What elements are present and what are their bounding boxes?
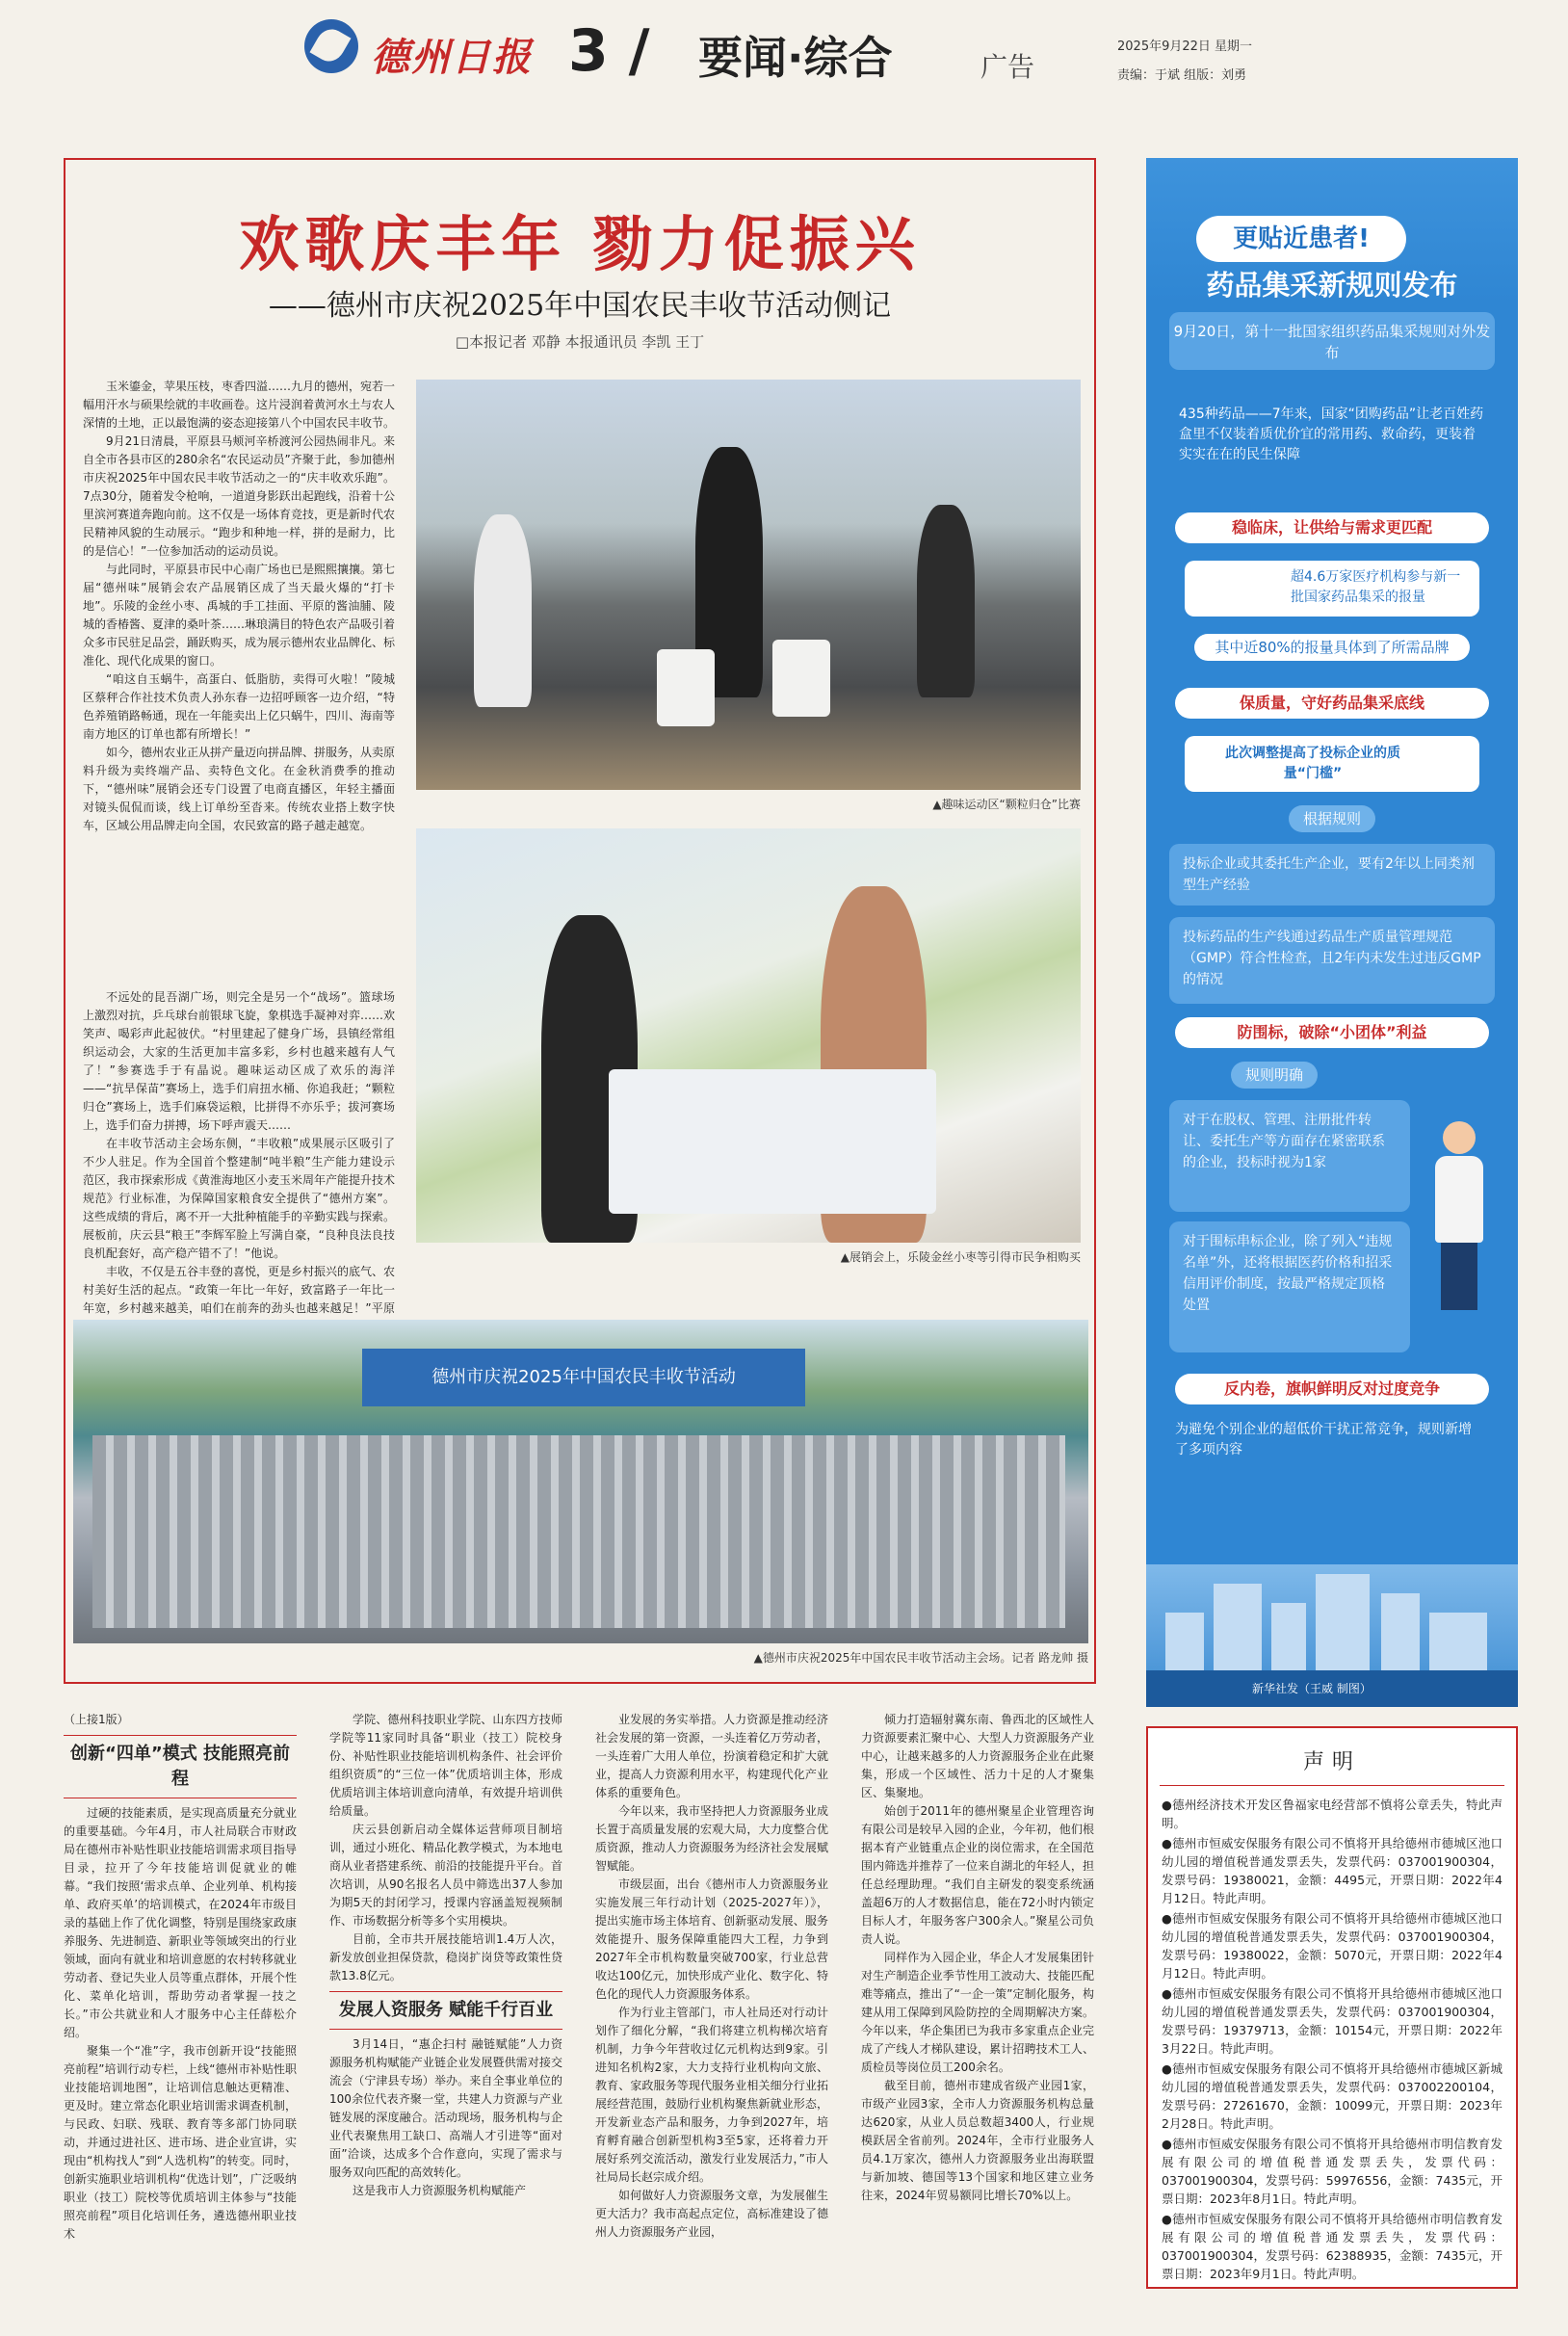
infographic-text: 为避免个别企业的超低价干扰正常竞争，规则新增了多项内容 xyxy=(1175,1422,1472,1457)
notice-list xyxy=(1148,1786,1516,2295)
infographic-credit: 新华社发（王威 制图） xyxy=(1146,1670,1518,1707)
notice-item: ●德州市恒威安保服务有限公司不慎将开具给德州市明信教育发展有限公司的增值税普通发票丢失，发票代码：037001900304，发票号码：62388935，金额：7435元，开票日期：2023年9月1日。特此声明。 xyxy=(1162,2212,1503,2281)
paragraph: 与此同时，平原县市民中心南广场也已是熙熙攘攘。第七届“德州味”展销会农产品展销区成了当天最火爆的“打卡地”。乐陵的金丝小枣、禹城的手工挂面、平原的酱油脯、陵城的香椿酱、夏津的桑叶茶……琳琅满目的特色农产品吸引着众多市民驻足品尝，踊跃购买，成为展示德州农业品牌化、标准化、现代化成果的窗口。 xyxy=(83,563,395,668)
page-header xyxy=(0,0,1568,92)
article-column-1 xyxy=(83,378,395,992)
paragraph: 同样作为入园企业，华企人才发展集团针对生产制造企业季节性用工波动大、技能匹配难等痛点，推出了“一企一策”定制化服务，构建从用工保障到风险防控的全周期解决方案。今年以来，华企集团已为我市多家重点企业完成了产线人才梯队建设，累计招聘技术工人、质检员等岗位员工200余名。 xyxy=(861,1951,1094,2074)
continued-marker: （上接1版） xyxy=(64,1713,129,1726)
info-box: 对于在股权、管理、注册批件转让、委托生产等方面存在紧密联系的企业，投标时视为1家 xyxy=(1169,1100,1410,1212)
photo-sack xyxy=(772,640,830,717)
notice-item: ●德州市恒威安保服务有限公司不慎将开具给德州市德城区池口幼儿园的增值税普通发票丢失，发票代码：037001900304，发票号码：19380022，金额：5070元，开票日期：2022年4月12日。特此声明。 xyxy=(1162,1911,1503,1981)
paragraph: 3月14日，“惠企扫村 融链赋能”人力资源服务机构赋能产业链企业发展暨供需对接交流会（宁津县专场）举办。来自全事业单位的100余位代表齐聚一堂，共建人力资源与产业链发展的深度融合。活动现场，服务机构与企业代表聚焦用工缺口、高端人才引进等“面对面”洽谈，达成多个合作意向，实现了需求与服务双向匹配的高效转化。 xyxy=(329,2037,562,2179)
paragraph: 倾力打造辐射冀东南、鲁西北的区域性人力资源要素汇聚中心、大型人力资源服务产业中心，让越来越多的人力资源服务企业在此聚集，形成一个区域性、活力十足的人才聚集区、集聚地。 xyxy=(861,1713,1094,1799)
photo-main-venue xyxy=(73,1320,1088,1643)
paragraph: 今年以来，我市坚持把人力资源服务业成长置于高质量发展的宏观大局，大力度整合优质资源，推动人力资源服务为经济社会发展赋智赋能。 xyxy=(595,1804,828,1873)
notice-item: ●德州经济技术开发区鲁福家电经营部不慎将公章丢失，特此声明。 xyxy=(1162,1798,1503,1830)
section-title: 防围标，破除“小团体”利益 xyxy=(1175,1017,1489,1048)
editor-credits: 责编：于斌 组版：刘勇 xyxy=(1117,68,1247,83)
photo-caption: ▲展销会上，乐陵金丝小枣等引得市民争相购买 xyxy=(840,1250,1081,1264)
info-pill: 根据规则 xyxy=(1289,805,1375,832)
date-info xyxy=(1117,33,1252,91)
bottom-column-2 xyxy=(329,1711,562,2287)
newspaper-logo-icon xyxy=(304,19,358,73)
paragraph: 这是我市人力资源服务机构赋能产 xyxy=(353,2184,527,2197)
paragraph: 如何做好人力资源服务文章，为发展催生更大活力？我市高起点定位，高标准建设了德州人力资源服务产业园， xyxy=(595,2189,828,2239)
continued-article xyxy=(64,1711,1117,2289)
paragraph: 不远处的昆吾湖广场，则完全是另一个“战场”。篮球场上激烈对抗，乒乓球台前银球飞旋，象棋选手凝神对弈……欢笑声、喝彩声此起彼伏。“村里建起了健身广场，县镇经常组织运动会，大家的生活更加丰富多彩，乡村也越来越有人气了！”参赛选手于有晶说。趣味运动区成了欢乐的海洋——“抗旱保苗”赛场上，选手们肩扭水桶、你追我赶；“颗粒归仓”赛场上，选手们麻袋运粮，比拼得不亦乐乎；拔河赛场上，选手们奋力拼搏，场下呼声震天…… xyxy=(83,990,395,1132)
bottom-column-4 xyxy=(861,1711,1094,2287)
paragraph: 如今，德州农业正从拼产量迈向拼品牌、拼服务，从卖原料升级为卖终端产品、卖特色文化。在金秋消费季的推动下，“德州味”展销会还专门设置了电商直播区，年轻主播面对镜头侃侃而谈，线上订单纷至沓来。传统农业搭上数字快车，区域公用品牌走向全国，农民致富的路子越走越宽。 xyxy=(83,746,395,832)
photo-grain-race xyxy=(416,380,1081,790)
paragraph: 作为行业主管部门，市人社局还对行动计划作了细化分解，“我们将建立机构梯次培育机制，力争今年营收过亿元机构达到9家。引进知名机构2家，大力支持行业机构向文旅、教育、家政服务等现代服务业相关细分行业拓展经营范围，鼓励行业机构聚焦新就业形态，开发新业态产品和服务，力争到2027年，培育孵育融合创新型机构3至5家，还将着力开展好系列交流活动，激发行业发展活力，”市人社局局长赵宗成介绍。 xyxy=(595,2006,828,2184)
paragraph: 过硬的技能素质，是实现高质量充分就业的重要基础。今年4月，市人社局联合市财政局在德州市补贴性职业技能培训需求项目指导目录，拉开了今年技能培训促就业的帷幕。“我们按照‘需求点单、企业列单、机构接单、政府买单’的培训模式，在2024年市级目录的基础上作了优化调整，特别是围绕家政康养服务、先进制造、新职业等领域突出的行业领域，面向有就业和培训意愿的农村转移就业劳动者、登记失业人员等重点群体，开展个性化、菜单化培训，帮助劳动者掌握一技之长。”市公共就业和人才服务中心主任薛松介绍。 xyxy=(64,1806,297,2039)
info-card: 此次调整提高了投标企业的质量“门槛” xyxy=(1185,736,1479,792)
newspaper-logo-text: 德州日报 xyxy=(371,35,533,80)
article-subhead: ——德州市庆祝2025年中国农民丰收节活动侧记 xyxy=(268,289,892,323)
notice-item: ●德州市恒威安保服务有限公司不慎将开具给德州市德城区池口幼儿园的增值税普通发票丢失，发票代码：037001900304，发票号码：19379713，金额：10154元，开票日期：2022年3月22日。特此声明。 xyxy=(1162,1986,1503,2056)
paragraph: 目前，全市共开展技能培训1.4万人次，新发放创业担保贷款，稳岗扩岗贷等政策性贷款13.8亿元。 xyxy=(329,1932,562,1982)
section-title: 稳临床，让供给与需求更匹配 xyxy=(1175,512,1489,543)
paragraph: “咱这自玉蜗牛，高蛋白、低脂肪，卖得可火啦！”陵城区蔡秤合作社技术负责人孙东春一边招呼顾客一边介绍，“特色养殖销路畅通，现在一年能卖出上亿只蜗牛，四川、海南等南方地区的订单也都有所增长！” xyxy=(83,672,395,741)
presenter-illustration-icon xyxy=(1425,1121,1493,1314)
stage-banner: 德州市庆祝2025年中国农民丰收节活动 xyxy=(362,1349,805,1406)
ad-tag: 广告 xyxy=(980,51,1035,83)
photo-sack xyxy=(657,649,715,726)
paragraph: 始创于2011年的德州聚星企业管理咨询有限公司是较早入园的企业，今年初，他们根据本育产业链重点企业的岗位需求，在全国范围内筛选并推荐了一位来自湖北的年轻人，担任总经理助理。“我们自主研发的裂变系统涵盖超6万的人才数据信息，能在72小时内锁定目标人才，年服务客户300余人。”聚星公司负责人说。 xyxy=(861,1804,1094,1946)
city-skyline-illustration xyxy=(1146,1564,1518,1670)
article-byline: □本报记者 邓静 本报通讯员 李凯 王丁 xyxy=(455,333,705,351)
issue-date: 2025年9月22日 星期一 xyxy=(1117,39,1253,54)
photo-crowd xyxy=(92,1435,1065,1628)
photo-caption: ▲德州市庆祝2025年中国农民丰收节活动主会场。记者 路龙帅 摄 xyxy=(753,1651,1088,1665)
drug-procurement-infographic xyxy=(1146,158,1518,1707)
notice-title: 声明 xyxy=(1160,1728,1504,1786)
paragraph: 学院、德州科技职业学院、山东四方技师学院等11家同时具备“职业（技工）院校身份、补贴性职业技能培训机构条件、社会评价组织资质”的“三位一体”优质培训主体，形成优质培训主体培训意向清单，有效提升培训供给质量。 xyxy=(329,1713,562,1818)
photo-figure xyxy=(917,505,975,697)
feature-article xyxy=(64,158,1096,1684)
subsection-head: 创新“四单”模式 技能照亮前程 xyxy=(64,1735,297,1798)
infographic-badge: 更贴近患者! xyxy=(1196,216,1406,262)
notice-box xyxy=(1146,1726,1518,2289)
photo-figure xyxy=(474,514,532,707)
photo-jujube-fair xyxy=(416,828,1081,1243)
paragraph: 9月21日清晨，平原县马颊河辛桥渡河公园热闹非凡。来自全市各县市区的280余名“农民运动员”齐聚于此，参加德州市庆祝2025年中国农民丰收节活动之一的“庆丰收欢乐跑”。7点30分，随着发令枪响，一道道身影跃出起跑线，沿着十公里滨河赛道奔跑向前。这不仅是一场体育竞技，更是新时代农民精神风貌的生动展示。“跑步和种地一样，拼的是耐力，比的是信心！”一位参加活动的运动员说。 xyxy=(83,434,395,558)
infographic-title: 药品集采新规则发布 xyxy=(1206,269,1458,302)
notice-item: ●德州市恒威安保服务有限公司不慎将开具给德州市明信教育发展有限公司的增值税普通发票丢失，发票代码：037001900304，发票号码：59976556，金额：7435元，开票日期：2023年8月1日。特此声明。 xyxy=(1162,2137,1503,2206)
paragraph: 截至目前，德州市建成省级产业园1家，市级产业园3家，全市人力资源服务机构总量达620家，从业人员总数超3400人，行业规模跃居全省前列。2024年，全市行业服务人员4.1万家次，德州人力资源服务业出海联盟与新加坡、德国等13个国家和地区建立业务往来，2024年贸易额同比增长70%以上。 xyxy=(861,2079,1094,2202)
paragraph: 市级层面，出台《德州市人力资源服务业实施发展三年行动计划（2025-2027年）》，提出实施市场主体培育、创新驱动发展、服务效能提升、服务保障重能四大工程，力争到2027年全市机构数量突破700家，行业总营收达100亿元，加快形成产业化、数字化、特色化的现代人力资源服务体系。 xyxy=(595,1877,828,2001)
info-pill: 规则明确 xyxy=(1231,1062,1318,1089)
paragraph: 业发展的务实举措。人力资源是推动经济社会发展的第一资源，一头连着亿万劳动者，一头连着广大用人单位，扮演着稳定和扩大就业，提高人力资源利用水平，构建现代化产业体系的重要角色。 xyxy=(595,1713,828,1799)
info-box: 投标药品的生产线通过药品生产质量管理规范（GMP）符合性检查，且2年内未发生过违反GMP的情况 xyxy=(1169,917,1495,1004)
info-card: 超4.6万家医疗机构参与新一批国家药品集采的报量 xyxy=(1185,561,1479,617)
paragraph: 玉米鎏金，苹果压枝，枣香四溢……九月的德州，宛若一幅用汗水与硕果绘就的丰收画卷。这片浸润着黄河水土与农人深情的土地，正以最饱满的姿态迎接第八个中国农民丰收节。 xyxy=(83,380,395,430)
section-title: 保质量，守好药品集采底线 xyxy=(1175,688,1489,719)
photo-product-bags xyxy=(609,1069,936,1214)
page-number: 3 / xyxy=(568,17,650,85)
notice-item: ●德州市恒威安保服务有限公司不慎将开具给德州市德城区新城幼儿园的增值税普通发票丢失，发票代码：037002200104，发票号码：27261670，金额：10099元，开票日期：2023年2月28日。特此声明。 xyxy=(1162,2061,1503,2131)
article-headline: 欢歌庆丰年 勠力促振兴 xyxy=(239,209,921,279)
info-box: 投标企业或其委托生产企业，要有2年以上同类剂型生产经验 xyxy=(1169,844,1495,906)
infographic-intro: 435种药品——7年来，国家“团购药品”让老百姓药盒里不仅装着质优价宜的常用药、救命药，更装着实实在在的民生保障 xyxy=(1179,407,1484,462)
info-box: 对于围标串标企业，除了列入“违规名单”外，还将根据医药价格和招采信用评价制度，按最严格规定顶格处置 xyxy=(1169,1221,1410,1352)
section-title: 要闻·综合 xyxy=(698,32,893,84)
bottom-column-1 xyxy=(64,1711,297,2287)
paragraph: 丰收，不仅是五谷丰登的喜悦，更是乡村振兴的底气、农村美好生活的起点。“政策一年比一年好，致富路子一年比一年宽，乡村越来越美，咱们在前奔的劲头也越来越足！”平原 xyxy=(83,1265,395,1315)
photo-caption: ▲趣味运动区“颗粒归仓”比赛 xyxy=(932,798,1081,811)
paragraph: 聚集一个“准”字，我市创新开设“技能照亮前程”培训行动专栏，上线“德州市补贴性职业技能培训地图”，让培训信息触达更精准、更及时。建立常态化职业培训需求调查机制，与民政、妇联、残联、教育等多部门协同联动，并通过进社区、进市场、进企业宣讲，实现由“机构找人”到“人选机构”的转变。同时，创新实施职业培训机构“优选计划”，广泛吸纳职业（技工）院校等优质培训主体参与“技能照亮前程”项目化培训任务，遴选德州职业技术 xyxy=(64,2044,297,2241)
info-pill: 其中近80%的报量具体到了所需品牌 xyxy=(1194,634,1470,661)
bottom-column-3 xyxy=(595,1711,828,2287)
notice-item: ●德州市恒威安保服务有限公司不慎将开具给德州市德城区池口幼儿园的增值税普通发票丢失，发票代码：037001900304，发票号码：19380021，金额：4495元，开票日期：2022年4月12日。特此声明。 xyxy=(1162,1836,1503,1905)
subsection-head: 发展人资服务 赋能千行百业 xyxy=(329,1991,562,2030)
section-title: 反内卷，旗帜鲜明反对过度竞争 xyxy=(1175,1374,1489,1404)
paragraph: 在丰收节活动主会场东侧，“丰收粮”成果展示区吸引了不少人驻足。作为全国首个整建制“吨半粮”生产能力建设示范区，我市探索形成《黄淮海地区小麦玉米周年产能提升技术规范》行业标准，为保障国家粮食安全提供了“德州方案”。这些成绩的背后，离不开一大批种植能手的辛勤实践与探索。展板前，庆云县“粮王”李辉军脸上写满自豪，“良种良法良技良机配套好，高产稳产错不了！”他说。 xyxy=(83,1137,395,1260)
infographic-date-note: 9月20日，第十一批国家组织药品集采规则对外发布 xyxy=(1169,312,1495,370)
paragraph: 庆云县创新启动全媒体运营师项目制培训，通过小班化、精品化教学模式，为本地电商从业者搭建系统、前沿的技能提升平台。首次培训，从90名报名人员中筛选出37人参加为期5天的封闭学习，授课内容涵盖短视频制作、市场数据分析等多个实用模块。 xyxy=(329,1823,562,1928)
